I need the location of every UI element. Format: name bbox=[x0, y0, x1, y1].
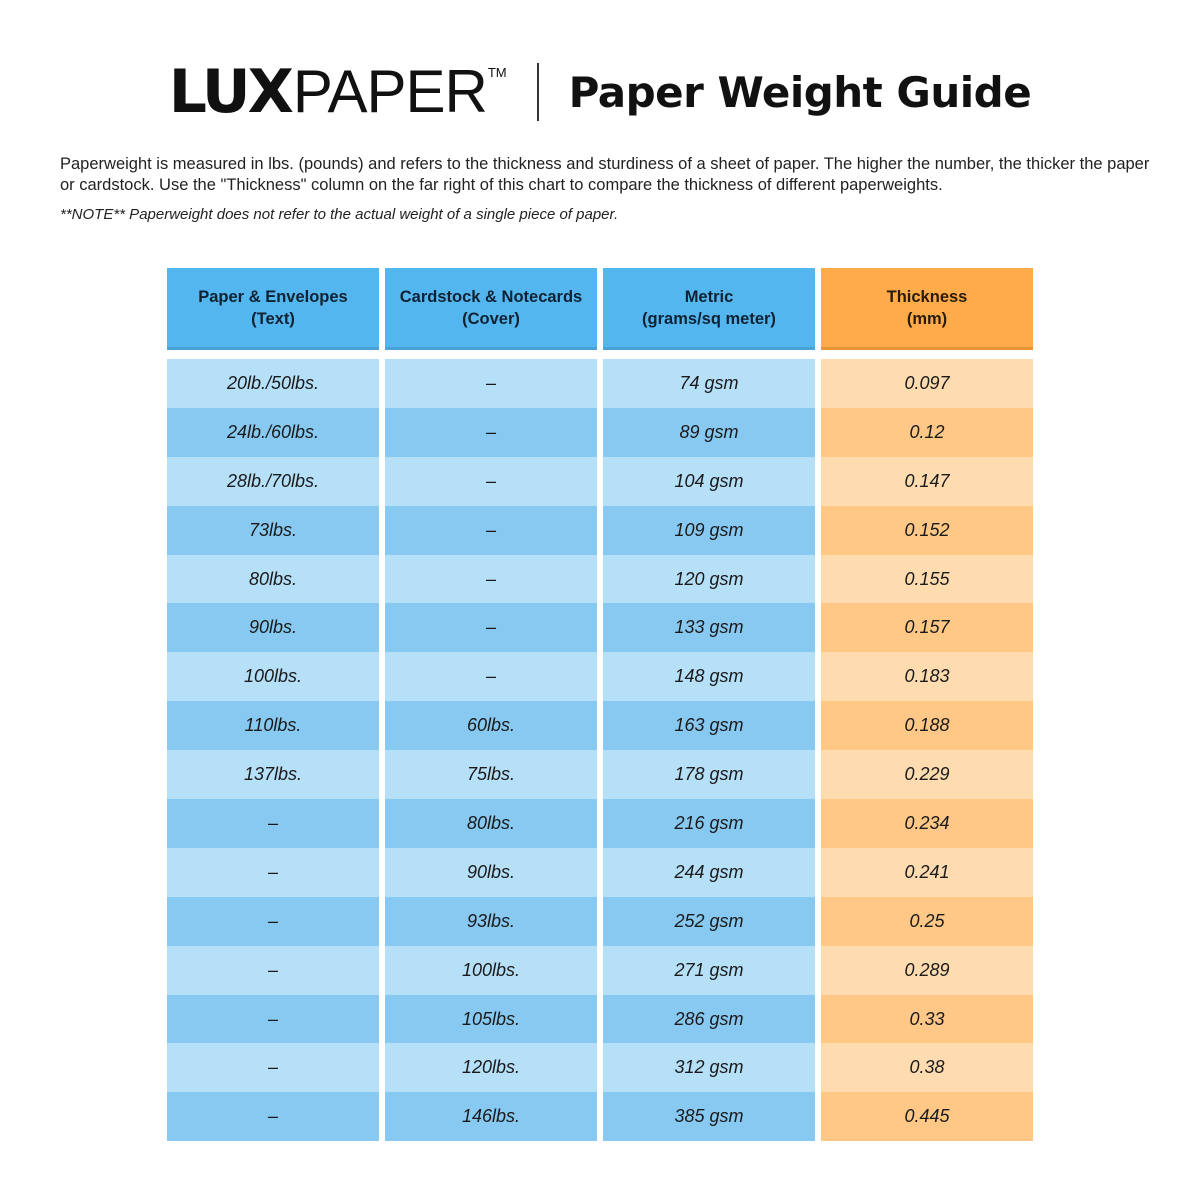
cell-metric: 74 gsm bbox=[603, 359, 815, 408]
cell-paper-envelopes: – bbox=[167, 1092, 379, 1141]
cell-paper-envelopes: 24lb./60lbs. bbox=[167, 408, 379, 457]
cell-cardstock-notecards: – bbox=[385, 359, 597, 408]
table-row bbox=[167, 603, 1033, 652]
cell-metric: 385 gsm bbox=[603, 1092, 815, 1141]
table-body bbox=[167, 359, 1033, 1141]
cell-metric: 148 gsm bbox=[603, 652, 815, 701]
cell-thickness: 0.097 bbox=[821, 359, 1033, 408]
cell-cardstock-notecards: 105lbs. bbox=[385, 995, 597, 1044]
cell-paper-envelopes: – bbox=[167, 799, 379, 848]
logo-trademark: TM bbox=[487, 65, 507, 80]
paper-weight-table bbox=[167, 268, 1033, 1141]
table-row bbox=[167, 457, 1033, 506]
cell-cardstock-notecards: – bbox=[385, 457, 597, 506]
logo-light-text: PAPER bbox=[292, 58, 487, 125]
header bbox=[0, 56, 1200, 128]
table-row bbox=[167, 897, 1033, 946]
cell-metric: 163 gsm bbox=[603, 701, 815, 750]
cell-metric: 252 gsm bbox=[603, 897, 815, 946]
cell-metric: 133 gsm bbox=[603, 603, 815, 652]
cell-paper-envelopes: – bbox=[167, 1043, 379, 1092]
table-row bbox=[167, 1092, 1033, 1141]
table-row bbox=[167, 750, 1033, 799]
intro-paragraph: Paperweight is measured in lbs. (pounds) and refers to the thickness and sturdiness of a sheet of paper. The higher the number, the thicker the paper or cardstock. Use the "Thickness" column on the far right of this chart to compare the thickness of different paperweights. bbox=[60, 155, 1150, 194]
header-gap bbox=[167, 350, 1033, 359]
cell-thickness: 0.445 bbox=[821, 1092, 1033, 1141]
table-row bbox=[167, 408, 1033, 457]
cell-thickness: 0.147 bbox=[821, 457, 1033, 506]
header-thickness: Thickness (mm) bbox=[821, 268, 1033, 350]
cell-paper-envelopes: 73lbs. bbox=[167, 506, 379, 555]
luxpaper-logo bbox=[168, 57, 507, 127]
table-row bbox=[167, 946, 1033, 995]
cell-metric: 120 gsm bbox=[603, 555, 815, 604]
cell-metric: 104 gsm bbox=[603, 457, 815, 506]
cell-cardstock-notecards: 80lbs. bbox=[385, 799, 597, 848]
cell-metric: 271 gsm bbox=[603, 946, 815, 995]
cell-metric: 89 gsm bbox=[603, 408, 815, 457]
header-divider bbox=[537, 63, 539, 121]
cell-cardstock-notecards: – bbox=[385, 408, 597, 457]
cell-cardstock-notecards: – bbox=[385, 555, 597, 604]
page-title: Paper Weight Guide bbox=[568, 67, 1032, 117]
cell-thickness: 0.155 bbox=[821, 555, 1033, 604]
cell-cardstock-notecards: 100lbs. bbox=[385, 946, 597, 995]
cell-paper-envelopes: 110lbs. bbox=[167, 701, 379, 750]
cell-paper-envelopes: – bbox=[167, 848, 379, 897]
table-header-row bbox=[167, 268, 1033, 350]
cell-cardstock-notecards: 90lbs. bbox=[385, 848, 597, 897]
table-row bbox=[167, 995, 1033, 1044]
table-row bbox=[167, 555, 1033, 604]
cell-thickness: 0.12 bbox=[821, 408, 1033, 457]
cell-thickness: 0.152 bbox=[821, 506, 1033, 555]
table-row bbox=[167, 1043, 1033, 1092]
table-row bbox=[167, 848, 1033, 897]
cell-cardstock-notecards: 60lbs. bbox=[385, 701, 597, 750]
header-cardstock-notecards: Cardstock & Notecards (Cover) bbox=[385, 268, 597, 350]
cell-thickness: 0.229 bbox=[821, 750, 1033, 799]
cell-cardstock-notecards: 93lbs. bbox=[385, 897, 597, 946]
cell-thickness: 0.157 bbox=[821, 603, 1033, 652]
cell-thickness: 0.183 bbox=[821, 652, 1033, 701]
cell-cardstock-notecards: 75lbs. bbox=[385, 750, 597, 799]
cell-paper-envelopes: 20lb./50lbs. bbox=[167, 359, 379, 408]
logo-bold-text: LUX bbox=[168, 57, 291, 127]
table-row bbox=[167, 506, 1033, 555]
cell-cardstock-notecards: – bbox=[385, 652, 597, 701]
header-paper-envelopes: Paper & Envelopes (Text) bbox=[167, 268, 379, 350]
cell-paper-envelopes: – bbox=[167, 946, 379, 995]
cell-metric: 244 gsm bbox=[603, 848, 815, 897]
cell-metric: 286 gsm bbox=[603, 995, 815, 1044]
cell-thickness: 0.241 bbox=[821, 848, 1033, 897]
cell-cardstock-notecards: 120lbs. bbox=[385, 1043, 597, 1092]
cell-paper-envelopes: 80lbs. bbox=[167, 555, 379, 604]
cell-cardstock-notecards: – bbox=[385, 603, 597, 652]
note-paragraph: **NOTE** Paperweight does not refer to the actual weight of a single piece of paper. bbox=[60, 206, 619, 223]
cell-metric: 109 gsm bbox=[603, 506, 815, 555]
cell-metric: 178 gsm bbox=[603, 750, 815, 799]
cell-paper-envelopes: – bbox=[167, 995, 379, 1044]
cell-paper-envelopes: 100lbs. bbox=[167, 652, 379, 701]
cell-thickness: 0.188 bbox=[821, 701, 1033, 750]
cell-thickness: 0.38 bbox=[821, 1043, 1033, 1092]
cell-metric: 216 gsm bbox=[603, 799, 815, 848]
table-row bbox=[167, 652, 1033, 701]
header-metric: Metric (grams/sq meter) bbox=[603, 268, 815, 350]
cell-cardstock-notecards: 146lbs. bbox=[385, 1092, 597, 1141]
cell-thickness: 0.234 bbox=[821, 799, 1033, 848]
cell-paper-envelopes: 28lb./70lbs. bbox=[167, 457, 379, 506]
cell-cardstock-notecards: – bbox=[385, 506, 597, 555]
cell-thickness: 0.25 bbox=[821, 897, 1033, 946]
table-row bbox=[167, 799, 1033, 848]
cell-paper-envelopes: 137lbs. bbox=[167, 750, 379, 799]
table-row bbox=[167, 359, 1033, 408]
cell-thickness: 0.33 bbox=[821, 995, 1033, 1044]
cell-paper-envelopes: 90lbs. bbox=[167, 603, 379, 652]
cell-metric: 312 gsm bbox=[603, 1043, 815, 1092]
cell-paper-envelopes: – bbox=[167, 897, 379, 946]
cell-thickness: 0.289 bbox=[821, 946, 1033, 995]
table-row bbox=[167, 701, 1033, 750]
